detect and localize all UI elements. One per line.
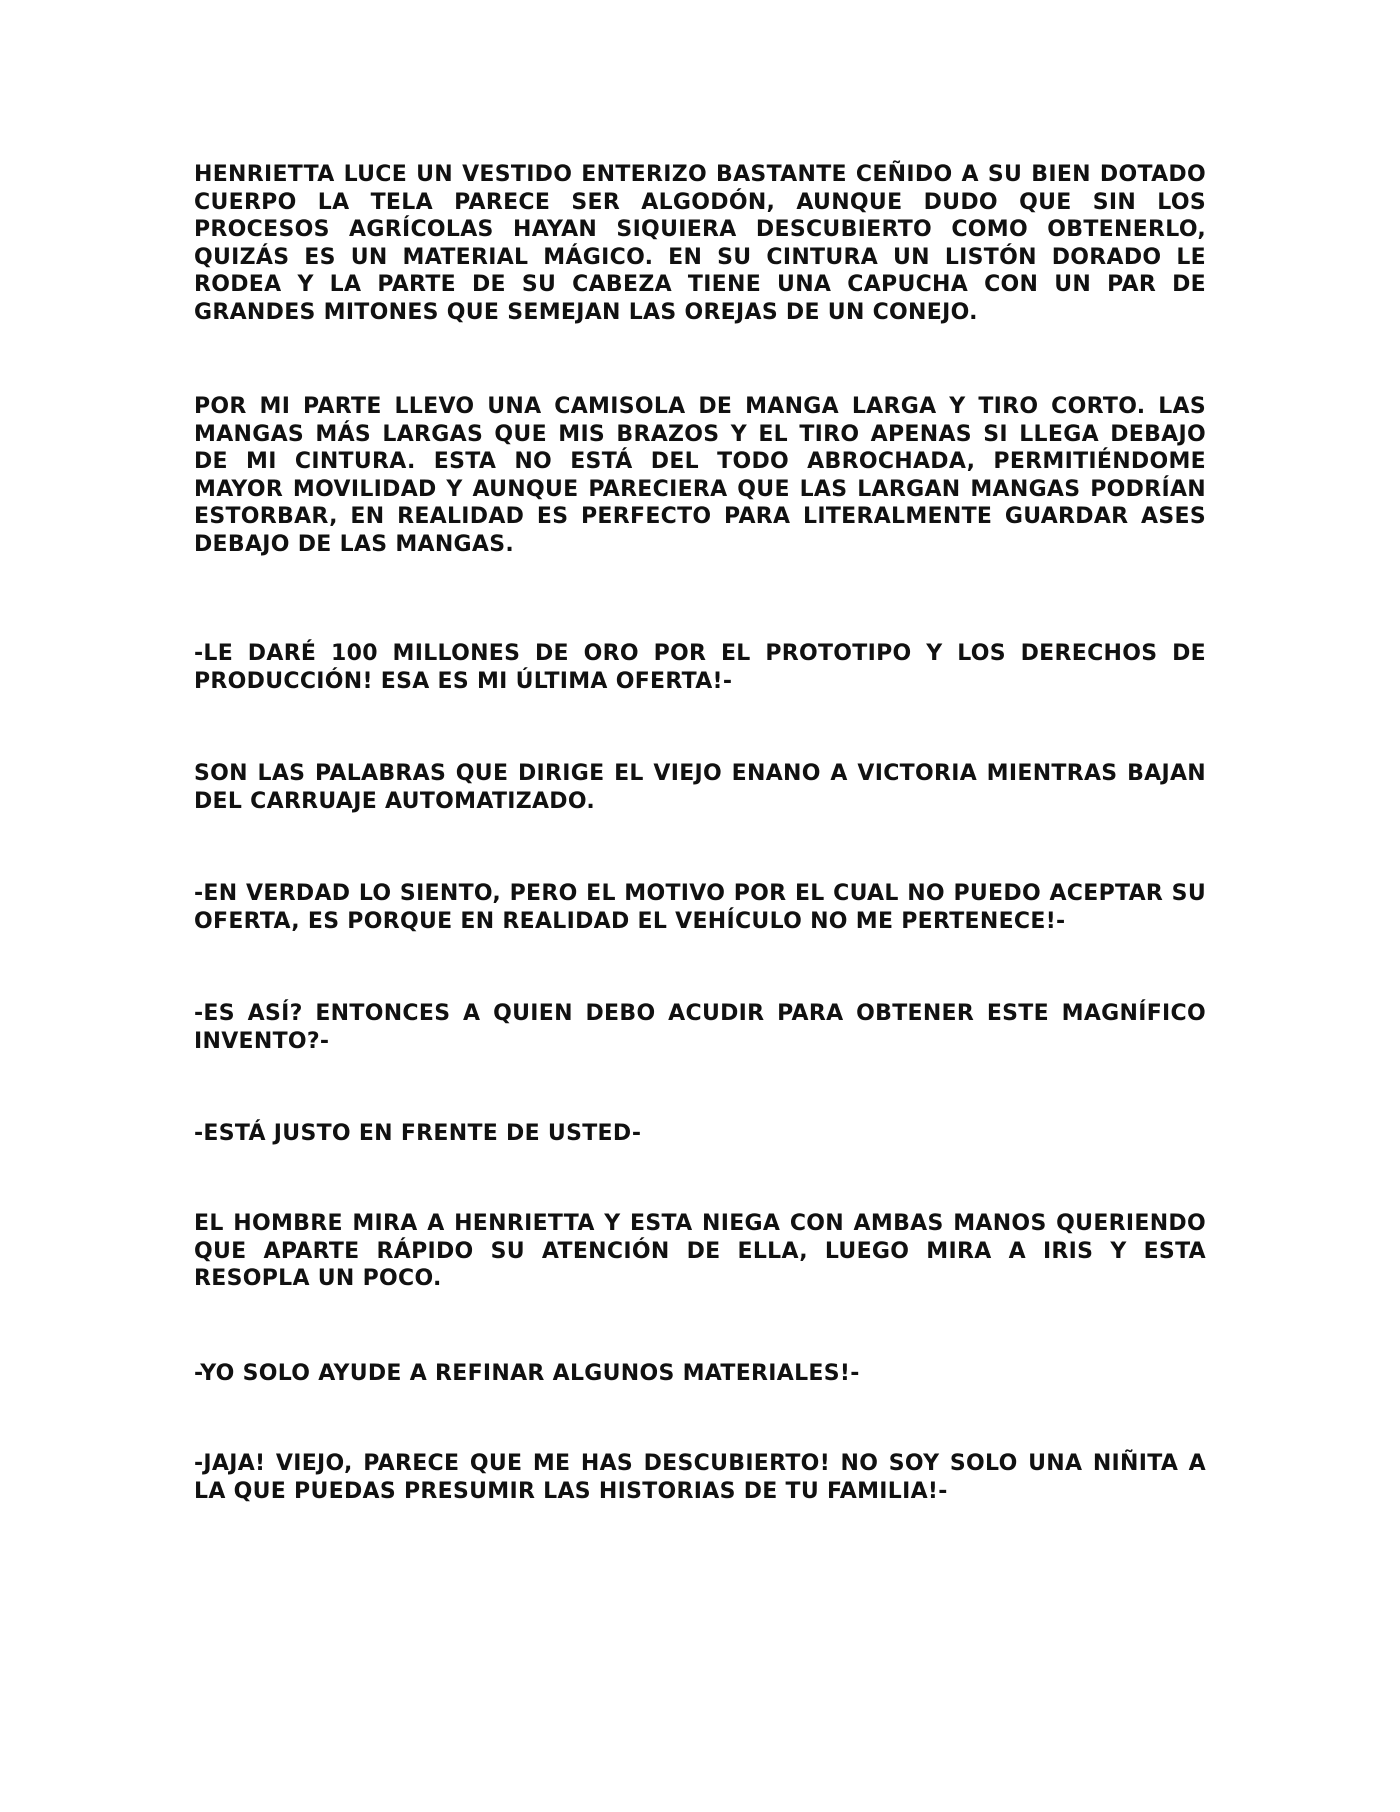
- dialogue-victoria-refusal: -EN VERDAD LO SIENTO, PERO EL MOTIVO POR EL CUAL NO PUEDO ACEPTAR SU OFERTA, ES PORQUE EN REALIDAD EL VEHÍCULO NO ME PERTENECE!-: [194, 881, 1206, 934]
- paragraph-henrietta-outfit: HENRIETTA LUCE UN VESTIDO ENTERIZO BASTANTE CEÑIDO A SU BIEN DOTADO CUERPO LA TELA PARECE SER ALGODÓN, AUNQUE DUDO QUE SIN LOS PROCESOS AGRÍCOLAS HAYAN SIQUIERA DESCUBIERTO COMO OBTENERLO, QUIZÁS ES UN MATERIAL MÁGICO. EN SU CINTURA UN LISTÓN DORADO LE RODEA Y LA PARTE DE SU CABEZA TIENE UNA CAPUCHA CON UN PAR DE GRANDES MITONES QUE SEMEJAN LAS OREJAS DE UN CONEJO.: [194, 162, 1206, 325]
- paragraph-man-looks: EL HOMBRE MIRA A HENRIETTA Y ESTA NIEGA CON AMBAS MANOS QUERIENDO QUE APARTE RÁPIDO SU ATENCIÓN DE ELLA, LUEGO MIRA A IRIS Y ESTA RESOPLA UN POCO.: [194, 1211, 1206, 1291]
- paragraph-dwarf-speaks: SON LAS PALABRAS QUE DIRIGE EL VIEJO ENANO A VICTORIA MIENTRAS BAJAN DEL CARRUAJE AUTOMATIZADO.: [194, 761, 1206, 814]
- dialogue-victoria-answer: -ESTÁ JUSTO EN FRENTE DE USTED-: [194, 1121, 642, 1146]
- dialogue-laugh: -JAJA! VIEJO, PARECE QUE ME HAS DESCUBIERTO! NO SOY SOLO UNA NIÑITA A LA QUE PUEDAS PRESUMIR LAS HISTORIAS DE TU FAMILIA!-: [194, 1451, 1206, 1504]
- dialogue-offer: -LE DARÉ 100 MILLONES DE ORO POR EL PROTOTIPO Y LOS DERECHOS DE PRODUCCIÓN! ESA ES MI ÚLTIMA OFERTA!-: [194, 641, 1206, 694]
- paragraph-narrator-outfit: POR MI PARTE LLEVO UNA CAMISOLA DE MANGA LARGA Y TIRO CORTO. LAS MANGAS MÁS LARGAS QUE MIS BRAZOS Y EL TIRO APENAS SI LLEGA DEBAJO DE MI CINTURA. ESTA NO ESTÁ DEL TODO ABROCHADA, PERMITIÉNDOME MAYOR MOVILIDAD Y AUNQUE PARECIERA QUE LAS LARGAN MANGAS PODRÍAN ESTORBAR, EN REALIDAD ES PERFECTO PARA LITERALMENTE GUARDAR ASES DEBAJO DE LAS MANGAS.: [194, 394, 1206, 557]
- dialogue-dwarf-question: -ES ASÍ? ENTONCES A QUIEN DEBO ACUDIR PARA OBTENER ESTE MAGNÍFICO INVENTO?-: [194, 1001, 1206, 1054]
- dialogue-iris: -YO SOLO AYUDE A REFINAR ALGUNOS MATERIALES!-: [194, 1361, 860, 1386]
